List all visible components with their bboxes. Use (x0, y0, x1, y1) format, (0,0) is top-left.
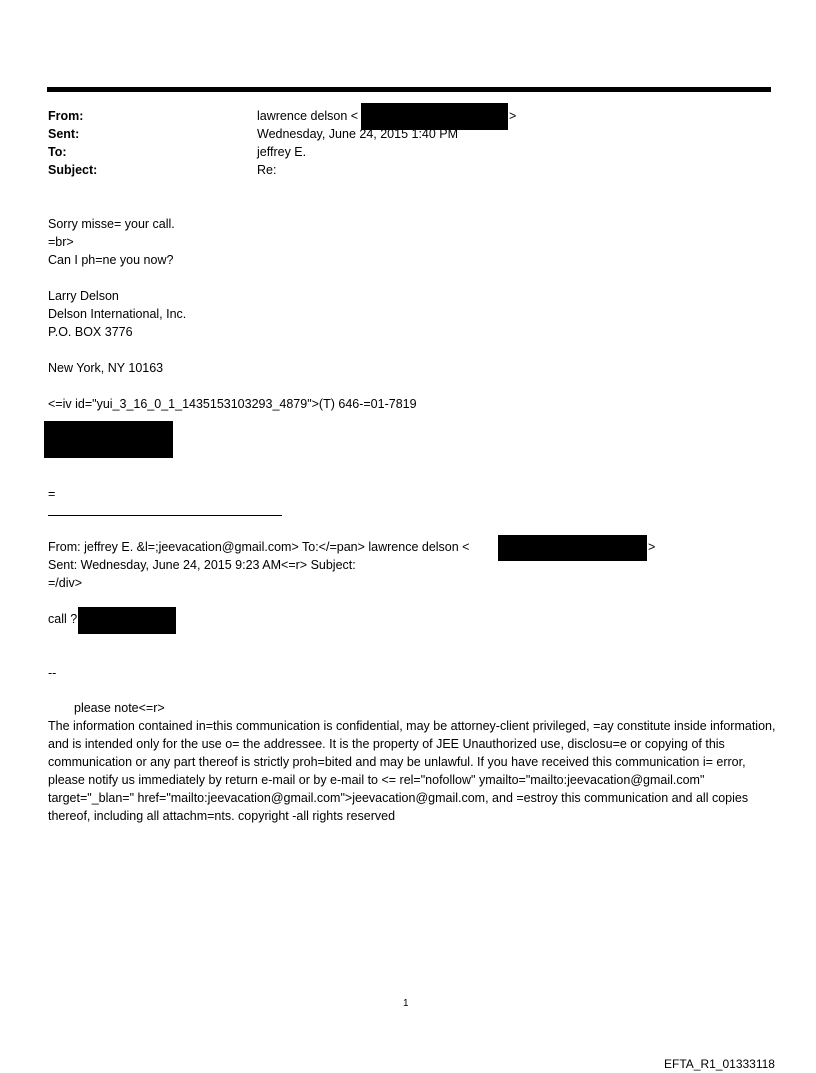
signature-city: New York, NY 10163 (48, 361, 164, 375)
from-close: > (509, 109, 517, 123)
equals-line: = (48, 487, 56, 501)
subject-label: Subject: (48, 163, 98, 177)
separator-rule (48, 515, 282, 516)
redaction-call (78, 607, 176, 634)
signature-box: P.O. BOX 3776 (48, 325, 133, 339)
redaction-block-1 (44, 421, 173, 458)
body-line-2: =br> (48, 235, 74, 249)
quoted-dashes: -- (48, 666, 57, 680)
quoted-from-close: > (648, 540, 656, 554)
sent-label: Sent: (48, 127, 80, 141)
phone-line: <=iv id="yui_3_16_0_1_1435153103293_4879">(T) 646-=01-7819 (48, 397, 417, 411)
signature-name: Larry Delson (48, 289, 119, 303)
body-line-3: Can I ph=ne you now? (48, 253, 174, 267)
page-number: 1 (403, 998, 409, 1009)
signature-company: Delson International, Inc. (48, 307, 187, 321)
quoted-call-line: call ? (48, 612, 78, 626)
sent-value: Wednesday, June 24, 2015 1:40 PM (257, 127, 459, 141)
body-line-1: Sorry misse= your call. (48, 217, 175, 231)
bates-number: EFTA_R1_01333118 (664, 1057, 775, 1071)
disclaimer-paragraph: The information contained in=this communication is confidential, may be attorney-client privileged, =ay constitute inside information, and is intended only for the use o= the addressee. It is the property of JEE Unauthorized use, disclosu=e or copying of this communication or any part thereof is strictly proh=bited and may be unlawful. If you have received this communication i= error, please notify us immediately by return e-mail or by e-mail to <= rel="nofollow" ymailto="mailto:jeevacation@gmail.com" target="_blan=" href="mailto:jeevacation@gmail.com">jeevacation@gmail.com, and =estroy this communication and all copies thereof, including all attachm=nts. copyright -all rights reserved (48, 719, 776, 823)
subject-value: Re: (257, 163, 277, 177)
top-rule (47, 87, 771, 92)
quoted-div-line: =/div> (48, 576, 83, 590)
from-label: From: (48, 109, 84, 123)
to-value: jeffrey E. (257, 145, 307, 159)
from-name: lawrence delson < (257, 109, 359, 123)
to-label: To: (48, 145, 67, 159)
from-value (257, 107, 358, 125)
quoted-sent-line: Sent: Wednesday, June 24, 2015 9:23 AM<=r> Subject: (48, 558, 356, 572)
redaction-quoted-email (498, 535, 647, 561)
note-line: please note<=r> (74, 701, 165, 715)
quoted-from-line: From: jeffrey E. &l=;jeevacation@gmail.com> To:</=pan> lawrence delson < (48, 540, 470, 554)
